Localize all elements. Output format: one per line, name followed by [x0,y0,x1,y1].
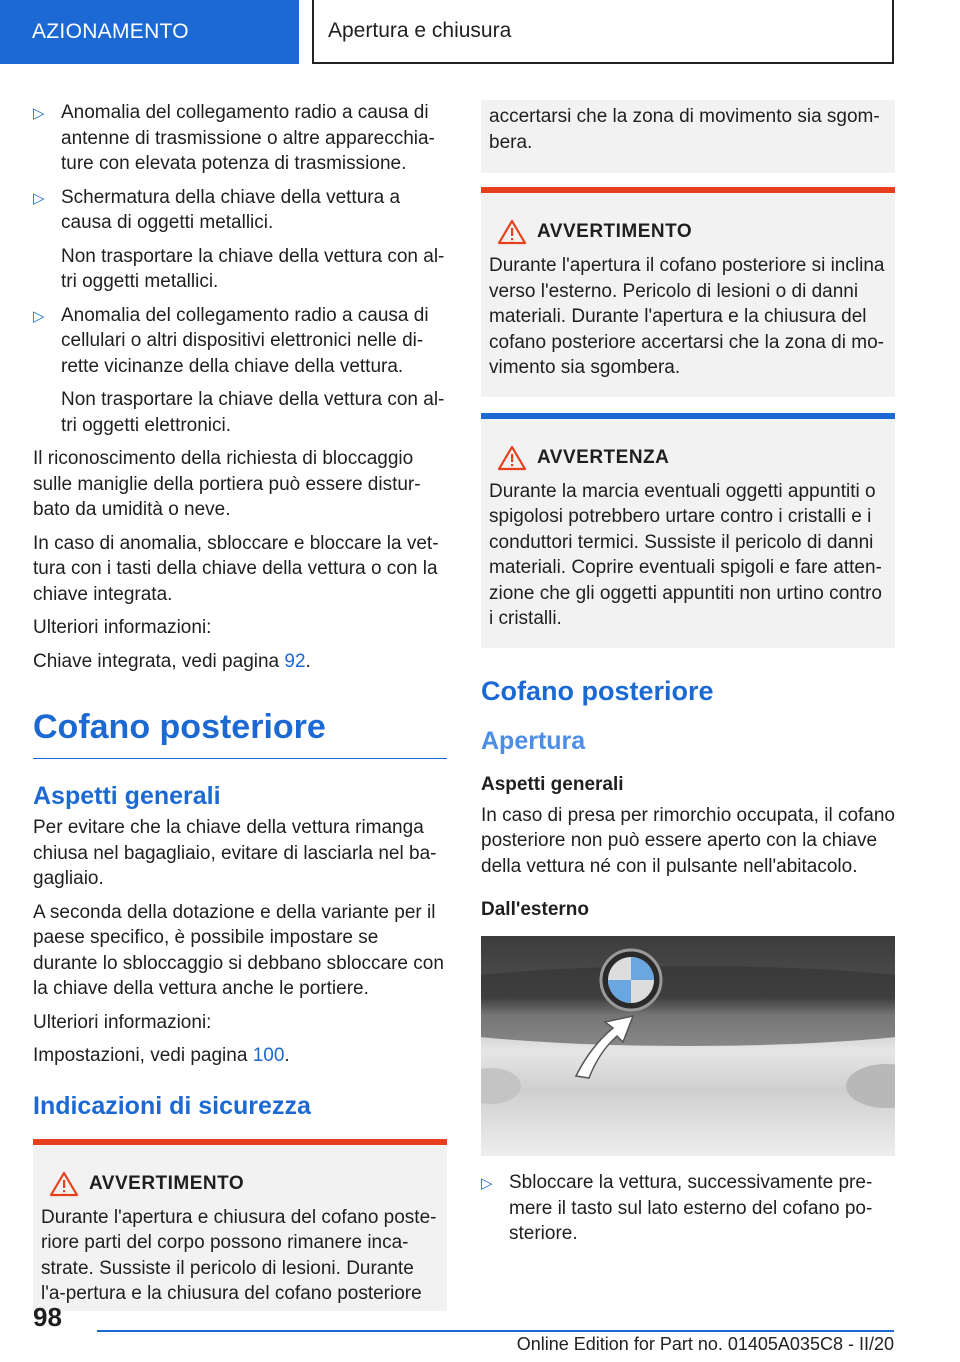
caution-box [481,413,895,648]
list-item: ▷ Schermatura della chiave della vettura a causa di oggetti metallici. [33,186,401,233]
warning-triangle-icon [497,219,527,245]
caution-title: AVVERTENZA [537,446,670,468]
cross-reference: Chiave integrata, vedi pagina 92. [33,650,311,672]
list-item: ▷ Anomalia del collegamento radio a causa di cellulari o altri dispositivi elettronici nelle di-rette vicinanze della chiave della vettura. [33,304,429,377]
warning-text: Durante l'apertura e chiusura del cofano poste-riore parti del corpo possono rimanere inca-strate. Sussiste il pericolo di lesioni. Durante l'a-pertura e la chiusura del cofano posteriore [41,1206,437,1304]
section-tab: AZIONAMENTO [0,0,299,64]
triangle-bullet-icon: ▷ [481,1175,493,1192]
paragraph: A seconda della dotazione e della variante per il paese specifico, è possibile impostare se durante lo sbloccaggio si debbano sbloccare con la chiave della vettura anche le portiere. [33,901,444,999]
subsection-heading: Apertura [481,726,586,755]
page-link[interactable]: 100 [252,1045,285,1066]
right-column [481,100,895,1255]
sub-heading: Dall'esterno [481,899,589,920]
warning-box [33,1139,447,1311]
left-column [33,100,447,1311]
edition-text: Online Edition for Part no. 01405A035C8 - II/20 [516,1334,894,1354]
page-link[interactable]: 92 [284,650,306,672]
warning-title: AVVERTIMENTO [537,221,693,242]
page-number: 98 [33,1302,62,1332]
tailgate-photo [481,936,895,1156]
warning-box-continued [481,100,895,173]
paragraph: Il riconoscimento della richiesta di bloccaggio sulle maniglie della portiera può essere distur-bato da umidità o neve. [33,448,421,520]
warning-text: Durante l'apertura il cofano posteriore si inclina verso l'esterno. Pericolo di lesioni o di danni materiali. Durante l'apertura e la chiusura del cofano posteriore accertarsi che la zona di mo-vimento sia sgombera. [489,255,885,378]
triangle-bullet-icon: ▷ [33,105,45,122]
subsection-heading: Indicazioni di sicurezza [33,1091,311,1120]
chapter-title: Apertura e chiusura [312,0,894,64]
paragraph: In caso di anomalia, sbloccare e bloccare la vet-tura con i tasti della chiave della vettura o con la chiave integrata. [33,532,439,605]
list-item: ▷ Anomalia del collegamento radio a causa di antenne di trasmissione o altre apparecchia-ture con elevata potenza di trasmissione. [33,102,435,174]
triangle-bullet-icon: ▷ [33,189,45,207]
list-item: ▷ Sbloccare la vettura, successivamente pre-mere il tasto sul lato esterno del cofano po-steriore. [481,1172,873,1244]
section-heading: Cofano posteriore [33,706,447,759]
warning-triangle-icon [497,445,527,471]
sub-heading: Aspetti generali [481,773,624,795]
more-info-label: Ulteriori informazioni: [33,1011,212,1033]
warning-title: AVVERTIMENTO [89,1172,245,1194]
section-heading: Cofano posteriore [481,675,714,706]
triangle-bullet-icon: ▷ [33,307,45,325]
caution-text: Durante la marcia eventuali oggetti appuntiti o spigolosi potrebbero urtare contro i cristalli e i conduttori termici. Sussiste il pericolo di danni materiali. Coprire eventuali spigoli e fare atten-zione che gli oggetti appuntiti non urtino contro i cristalli. [489,480,882,629]
subsection-heading: Aspetti generali [33,782,221,810]
warning-box [481,187,895,397]
warning-triangle-icon [49,1171,79,1197]
list-item-note: Non trasportare la chiave della vettura con al-tri oggetti metallici. [61,245,445,292]
paragraph: In caso di presa per rimorchio occupata, il cofano posteriore non può essere aperto con la chiave della vettura né con il pulsante nell'abitacolo. [481,804,895,877]
cross-reference: Impostazioni, vedi pagina 100. [33,1045,290,1066]
more-info-label: Ulteriori informazioni: [33,617,212,638]
warning-text: accertarsi che la zona di movimento sia sgom-bera. [489,106,880,153]
list-item-note: Non trasportare la chiave della vettura con al-tri oggetti elettronici. [61,389,445,436]
footer-rule [97,1330,894,1332]
paragraph: Per evitare che la chiave della vettura rimanga chiusa nel bagagliaio, evitare di lasciarla nel ba-gagliaio. [33,817,437,889]
